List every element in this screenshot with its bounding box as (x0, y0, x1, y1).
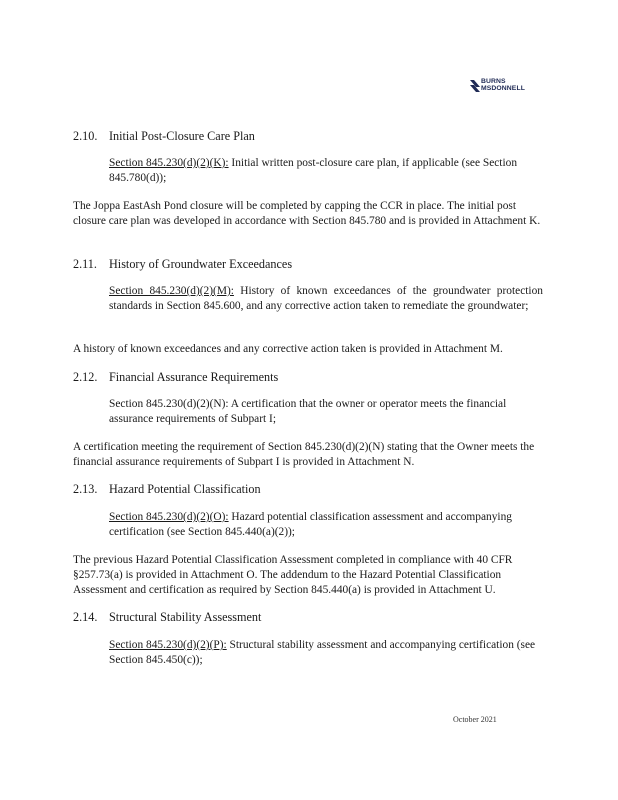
section-heading (73, 257, 292, 271)
response-paragraph: The Joppa EastAsh Pond closure will be completed by capping the CCR in place. The initial post closure care plan was developed in accordance with Section 845.780 and is provided in Attachment K. (73, 200, 541, 227)
section-title: Financial Assurance Requirements (109, 370, 279, 384)
requirement-body: Structural stability assessment and accompanying certification (see Section 845.450(c)); (109, 639, 536, 666)
citation: Section 845.230(d)(2)(K): (109, 157, 229, 169)
section-title: Hazard Potential Classification (109, 482, 261, 496)
logo-line-2: MSDONNELL (481, 85, 525, 92)
requirement-body: A certification that the owner or operator meets the financial assurance requirements of Subpart I; (109, 398, 507, 425)
requirement-body: Initial written post-closure care plan, if applicable (see Section 845.780(d)); (109, 157, 518, 184)
burns-mcdonnell-logo (470, 78, 542, 96)
section-title: History of Groundwater Exceedances (109, 257, 293, 271)
requirement-text (109, 638, 543, 668)
logo-mark-icon (470, 79, 480, 93)
section-heading (73, 370, 278, 384)
requirement-body: History of known exceedances of the groundwater protection standards in Section 845.600, and any corrective action taken to remediate the groundwater; (109, 285, 543, 312)
citation: Section 845.230(d)(2)(P): (109, 639, 227, 651)
requirement-body: Hazard potential classification assessment and accompanying certification (see Section 845.440(a)(2)); (109, 511, 512, 538)
section-heading (73, 482, 261, 496)
citation: Section 845.230(d)(2)(M): (109, 285, 234, 297)
section-number: 2.11. (73, 257, 97, 271)
section-title: Initial Post-Closure Care Plan (109, 129, 255, 143)
section-title: Structural Stability Assessment (109, 610, 262, 624)
response-paragraph: A certification meeting the requirement of Section 845.230(d)(2)(N) stating that the Owner meets the financial assurance requirements of Subpart I is provided in Attachment N. (73, 441, 535, 468)
section-number: 2.13. (73, 482, 98, 496)
response-paragraph: The previous Hazard Potential Classification Assessment completed in compliance with 40 CFR §257.73(a) is provided in Attachment O. The addendum to the Hazard Potential Classification Assessment and certification as required by Section 845.440(a) is provided in Attachment U. (73, 554, 513, 596)
footer-date: October 2021 (453, 715, 497, 724)
section-number: 2.14. (73, 610, 98, 624)
requirement-text (109, 510, 543, 540)
citation: Section 845.230(d)(2)(N): (109, 398, 229, 410)
requirement-text (109, 284, 543, 314)
response-paragraph: A history of known exceedances and any corrective action taken is provided in Attachment M. (73, 343, 503, 355)
logo-line-1: BURNS (481, 78, 506, 85)
section-number: 2.12. (73, 370, 98, 384)
requirement-text (109, 397, 543, 427)
citation: Section 845.230(d)(2)(O): (109, 511, 229, 523)
section-heading (73, 610, 261, 624)
section-number: 2.10. (73, 129, 98, 143)
section-heading (73, 129, 255, 143)
requirement-text (109, 156, 543, 186)
